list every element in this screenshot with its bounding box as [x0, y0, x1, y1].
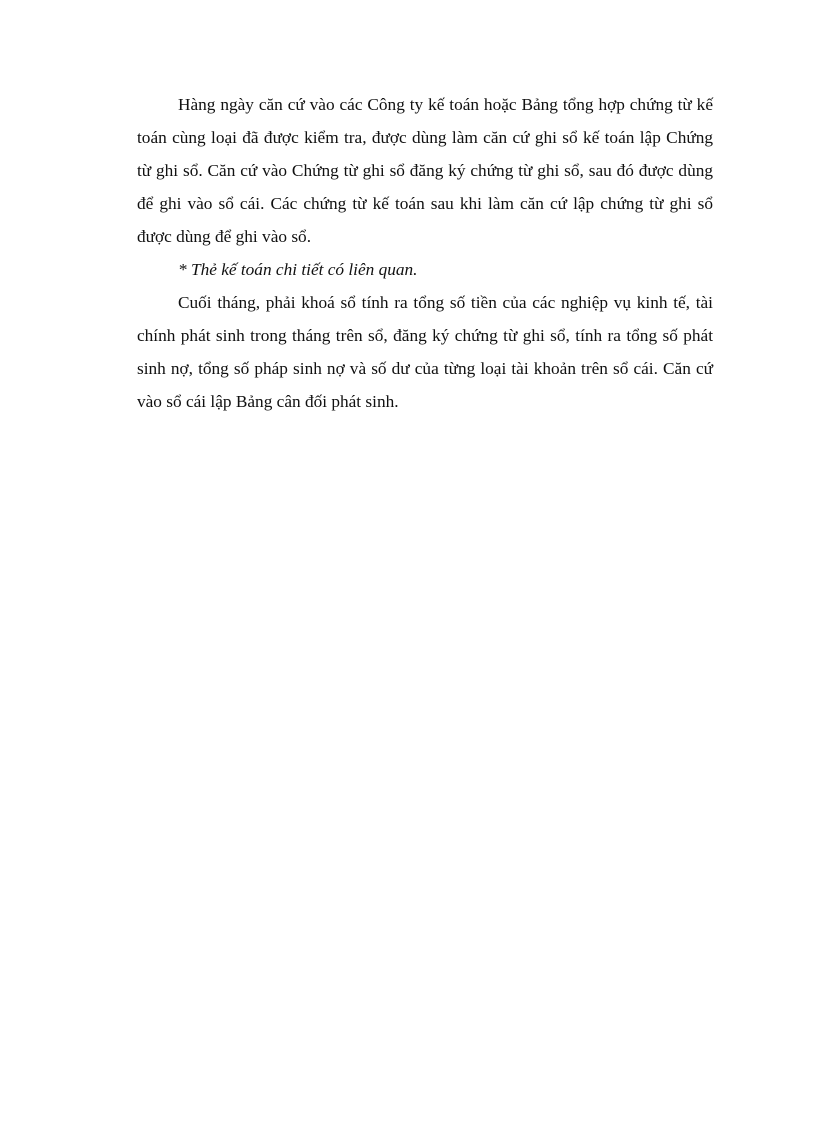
- paragraph-daily-recording: Hàng ngày căn cứ vào các Công ty kế toán hoặc Bảng tổng hợp chứng từ kế toán cùng loại đã được kiểm tra, được dùng làm căn cứ ghi sổ kế toán lập Chứng từ ghi sổ. Căn cứ vào Chứng từ ghi sổ đăng ký chứng từ ghi sổ, sau đó được dùng để ghi vào sổ cái. Các chứng từ kế toán sau khi làm căn cứ lập chứng từ ghi sổ được dùng để ghi vào sổ.: [137, 95, 713, 246]
- document-body: [137, 88, 713, 418]
- note-detail-ledger-cards: * Thẻ kế toán chi tiết có liên quan.: [178, 260, 418, 279]
- paragraph-month-end-closing: Cuối tháng, phải khoá sổ tính ra tổng số tiền của các nghiệp vụ kinh tế, tài chính phát sinh trong tháng trên sổ, đăng ký chứng từ ghi sổ, tính ra tổng số phát sinh nợ, tổng số pháp sinh nợ và số dư của từng loại tài khoản trên sổ cái. Căn cứ vào sổ cái lập Bảng cân đối phát sinh.: [137, 293, 713, 411]
